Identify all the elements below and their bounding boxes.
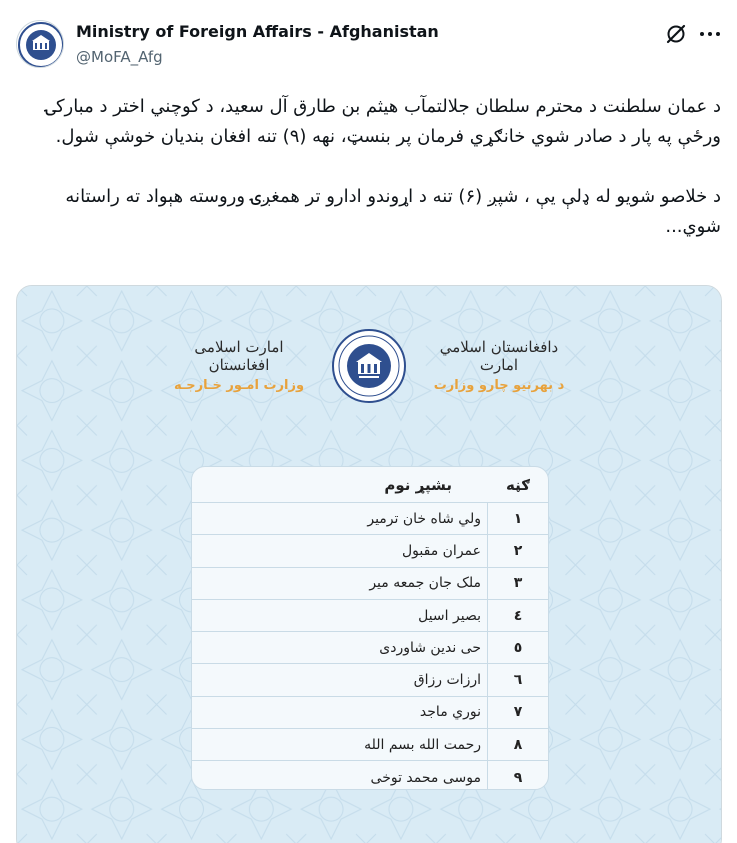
table-header: [192, 467, 548, 503]
prisoner-table: [191, 466, 549, 790]
column-header-name: بشپړ نوم: [384, 475, 452, 494]
row-name: رحمت الله بسم الله: [192, 729, 488, 760]
row-number: ٥: [513, 639, 523, 656]
table-row: [192, 664, 548, 696]
grok-icon: [664, 22, 688, 46]
table-row: [192, 632, 548, 664]
table-row: [192, 697, 548, 729]
row-number: ۱: [513, 510, 523, 527]
user-handle[interactable]: @MoFA_Afg: [76, 48, 163, 66]
logo-right: [429, 338, 569, 393]
row-name: حی ندین شاوردی: [192, 632, 488, 663]
logo-right-calligraphy: دافغانستان اسلامي امارت: [439, 338, 559, 374]
grok-button[interactable]: [664, 22, 688, 46]
more-dots-icon: [697, 22, 723, 46]
column-header-number: ګڼه: [506, 475, 530, 494]
row-number: ۸: [513, 736, 523, 753]
tweet-paragraph-2: د خلاصو شویو له ډلې یې ، شپږ (۶) تنه د اړوندو ادارو تر همغږۍ وروسته هېواد ته راستانه شوي...: [65, 186, 721, 237]
tweet-image[interactable]: [16, 285, 722, 843]
emirate-seal-icon: [331, 328, 407, 404]
tweet-paragraph-1: د عمان سلطنت د محترم سلطان جلالتمآب هیثم بن طارق آل سعید، د کوچني اختر د مبارکۍ ورځې په پار د صادر شوي خانګړي فرمان پر بنسټ، نهه (۹) تنه افغان بندیان خوشې شول.: [45, 96, 721, 147]
table-row: [192, 535, 548, 567]
avatar[interactable]: [16, 20, 64, 68]
row-name: ولي شاه خان ترمیر: [192, 503, 488, 534]
row-name: ارزات رزاق: [192, 664, 488, 695]
table-row: [192, 600, 548, 632]
table-row: [192, 761, 548, 790]
row-number: ۳: [513, 575, 523, 592]
logo-left: [169, 338, 309, 393]
row-name: عمران مقبول: [192, 535, 488, 566]
more-options-button[interactable]: [697, 22, 723, 46]
table-row: [192, 568, 548, 600]
row-number: ٦: [513, 672, 523, 689]
mofa-seal-avatar-icon: [17, 21, 64, 68]
logo-left-calligraphy: امارت اسلامی افغانستان: [194, 338, 284, 374]
row-name: نوري ماجد: [192, 697, 488, 728]
row-name: بصیر اسیل: [192, 600, 488, 631]
display-name[interactable]: Ministry of Foreign Affairs - Afghanistan: [76, 22, 439, 41]
logo-left-subtitle: وزارت امـور خـارجـه: [173, 378, 305, 393]
row-number: ٤: [513, 607, 523, 624]
row-number: ۷: [513, 704, 523, 721]
row-name: ملک جان جمعه میر: [192, 568, 488, 599]
emirate-seal: [331, 328, 407, 404]
logo-right-subtitle: د بهرنیو چارو وزارت: [433, 378, 565, 393]
row-number: ۹: [513, 769, 523, 786]
table-row: [192, 503, 548, 535]
row-name: موسی محمد توخی: [192, 761, 488, 790]
row-number: ۲: [513, 542, 523, 559]
tweet-text: [16, 92, 721, 242]
table-row: [192, 729, 548, 761]
tweet-header: [16, 18, 721, 74]
